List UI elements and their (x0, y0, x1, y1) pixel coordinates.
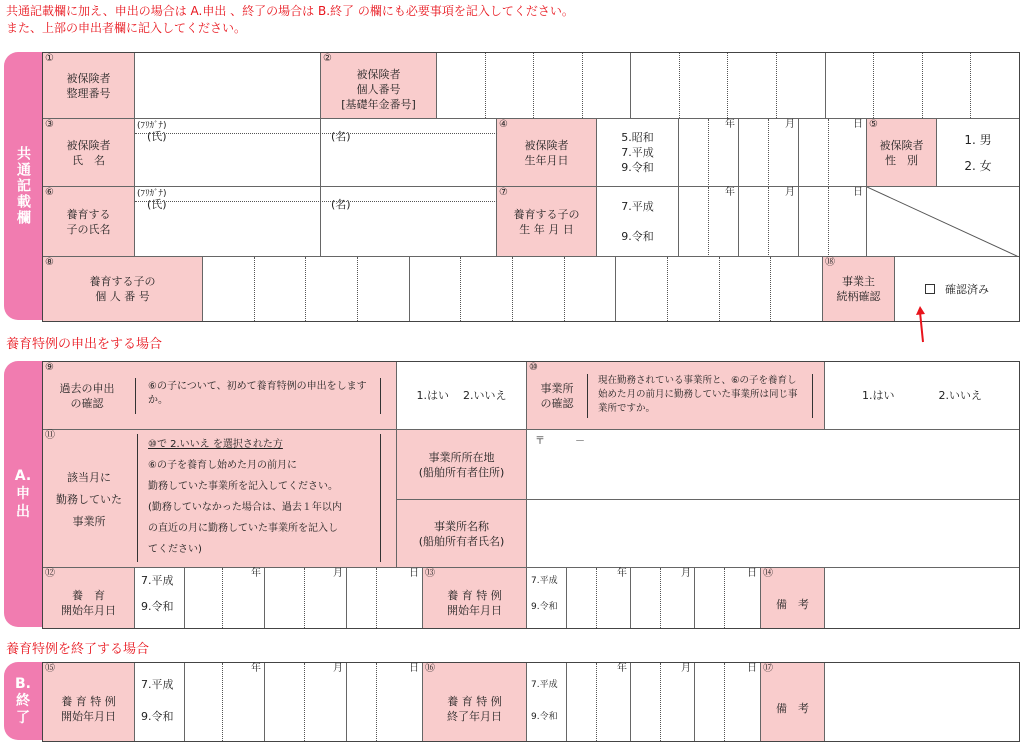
insured-no-label: ① 被保険者 整理番号 (43, 53, 135, 119)
past-request-answer[interactable]: 1.はい 2.いいえ (397, 362, 527, 430)
tokurei-start-day[interactable]: 日 (725, 568, 761, 628)
child-personal-no-field[interactable] (203, 257, 823, 321)
office-check-question: 現在勤務されている事業所と、⑥の子を養育し始めた月の前月に勤務していた事業所は同じ事業所ですか。 (587, 374, 813, 418)
child-birth-month[interactable]: 月 (769, 187, 799, 257)
red-arrow-icon (916, 306, 932, 344)
confirmed-label: 確認済み (945, 282, 989, 296)
remarks-b-label: ⑰ 備 考 (761, 663, 825, 741)
child-surname-field[interactable]: (ﾌﾘｶﾞﾅ) (氏) (135, 187, 321, 257)
tab-b-label: B. 終 了 (15, 675, 31, 726)
care-start-label: ⑫ 養 育 開始年月日 (43, 568, 135, 628)
insured-name-label: ③ 被保険者 氏 名 (43, 119, 135, 187)
tab-common (4, 52, 42, 320)
b-tokurei-end-label: ⑯ 養 育 特 例 終了年月日 (423, 663, 527, 741)
section-b-title: 養育特例を終了する場合 (6, 642, 150, 657)
tab-a-label: A. 申 出 (14, 468, 32, 520)
b-start-era[interactable]: 7.平成 9.令和 (135, 663, 185, 741)
insured-birth-label: ④ 被保険者 生年月日 (497, 119, 597, 187)
child-birth-year[interactable]: 年 (709, 187, 739, 257)
tokurei-start-label: ⑬ 養 育 特 例 開始年月日 (423, 568, 527, 628)
tokurei-start-month[interactable]: 月 (661, 568, 695, 628)
child-personal-no-label: ⑧ 養育する子の 個 人 番 号 (43, 257, 203, 321)
sex-male: 1. 男 (964, 132, 992, 147)
instructions (6, 3, 574, 37)
tokurei-start-year[interactable]: 年 (597, 568, 631, 628)
confirm-checkbox[interactable] (925, 284, 935, 294)
sex-label: ⑤ 被保険者 性 別 (867, 119, 937, 187)
insured-personal-no-label: ② 被保険者 個人番号 [基礎年金番号] (321, 53, 437, 119)
child-birth-era[interactable]: 7.平成 9.令和 (597, 187, 679, 257)
sex-female: 2. 女 (964, 158, 992, 173)
care-start-year[interactable]: 年 (223, 568, 265, 628)
past-request-question: ⑥の子について、初めて養育特例の申出をしますか。 (135, 378, 381, 414)
office-name-field[interactable] (527, 500, 1019, 568)
office-check-answer[interactable]: 1.はい 2.いいえ (825, 362, 1019, 430)
insured-birth-month[interactable]: 月 (769, 119, 799, 187)
b-start-month[interactable]: 月 (305, 663, 347, 741)
b-end-day[interactable]: 日 (725, 663, 761, 741)
section-b (42, 662, 1020, 742)
insured-no-field[interactable] (135, 53, 321, 119)
b-start-day[interactable]: 日 (377, 663, 423, 741)
remarks-b-field[interactable] (825, 663, 1019, 741)
insured-birth-day[interactable]: 日 (829, 119, 867, 187)
child-given-name-field[interactable]: (名) (321, 187, 497, 257)
past-request-block: ⑨ 過去の申出 の確認 ⑥の子について、初めて養育特例の申出をしますか。 (43, 362, 397, 430)
child-name-label: ⑥ 養育する 子の氏名 (43, 187, 135, 257)
common-section (42, 52, 1020, 322)
tab-b (4, 662, 42, 740)
office-block: ⑪ 該当月に 勤務していた 事業所 ⑩で 2.いいえ を選択された方 ⑥の子を養育し始めた月の前月に 勤務していた事業所を記入してください。 (勤務していなかった場合は、過去１年以内 の直近の月に勤務していた事業所を記入し てください) (43, 430, 397, 568)
insured-given-name-field[interactable]: (名) (321, 119, 497, 187)
b-end-era[interactable]: 7.平成 9.令和 (527, 663, 567, 741)
postal-code: 〒 － (535, 436, 585, 447)
employer-confirm-label: ⑱ 事業主 続柄確認 (823, 257, 895, 321)
office-note: ⑩で 2.いいえ を選択された方 ⑥の子を養育し始めた月の前月に 勤務していた事業所を記入してください。 (勤務していなかった場合は、過去１年以内 の直近の月に勤務していた事業所を記入し てください) (137, 434, 381, 562)
b-end-month[interactable]: 月 (661, 663, 695, 741)
diagonal-line (867, 187, 1019, 257)
insured-birth-era[interactable]: 5.昭和 7.平成 9.令和 (597, 119, 679, 187)
child-birth-label: ⑦ 養育する子の 生 年 月 日 (497, 187, 597, 257)
sex-options[interactable] (937, 119, 1019, 187)
office-address-field[interactable] (527, 430, 1019, 500)
tab-a (4, 361, 42, 627)
section-a (42, 361, 1020, 629)
diagonal-blank (867, 187, 1019, 257)
section-a-title: 養育特例の申出をする場合 (6, 337, 163, 352)
tab-common-label: 共通記載欄 (15, 146, 31, 226)
instruction-line-2: また、上部の申出者欄に記入してください。 (6, 21, 247, 35)
b-start-year[interactable]: 年 (223, 663, 265, 741)
instruction-line-1: 共通記載欄に加え、申出の場合は A.申出 、終了の場合は B.終了 の欄にも必要事項を記入してください。 (6, 4, 574, 18)
remarks-a-field[interactable] (825, 568, 1019, 628)
insured-personal-no-field[interactable] (437, 53, 1019, 119)
b-end-year[interactable]: 年 (597, 663, 631, 741)
employer-confirm-field (895, 257, 1019, 321)
care-start-era[interactable]: 7.平成 9.令和 (135, 568, 185, 628)
office-check-block: ⑩ 事業所 の確認 現在勤務されている事業所と、⑥の子を養育し始めた月の前月に勤務していた事業所は同じ事業所ですか。 (527, 362, 825, 430)
insured-surname-field[interactable]: (ﾌﾘｶﾞﾅ) (氏) (135, 119, 321, 187)
tokurei-start-era[interactable]: 7.平成 9.令和 (527, 568, 567, 628)
remarks-a-label: ⑭ 備 考 (761, 568, 825, 628)
office-address-label: 事業所所在地 (船舶所有者住所) (397, 430, 527, 500)
care-start-day[interactable]: 日 (377, 568, 423, 628)
office-name-label: 事業所名称 (船舶所有者氏名) (397, 500, 527, 568)
child-birth-day[interactable]: 日 (829, 187, 867, 257)
insured-birth-year[interactable]: 年 (709, 119, 739, 187)
b-tokurei-start-label: ⑮ 養 育 特 例 開始年月日 (43, 663, 135, 741)
care-start-month[interactable]: 月 (305, 568, 347, 628)
